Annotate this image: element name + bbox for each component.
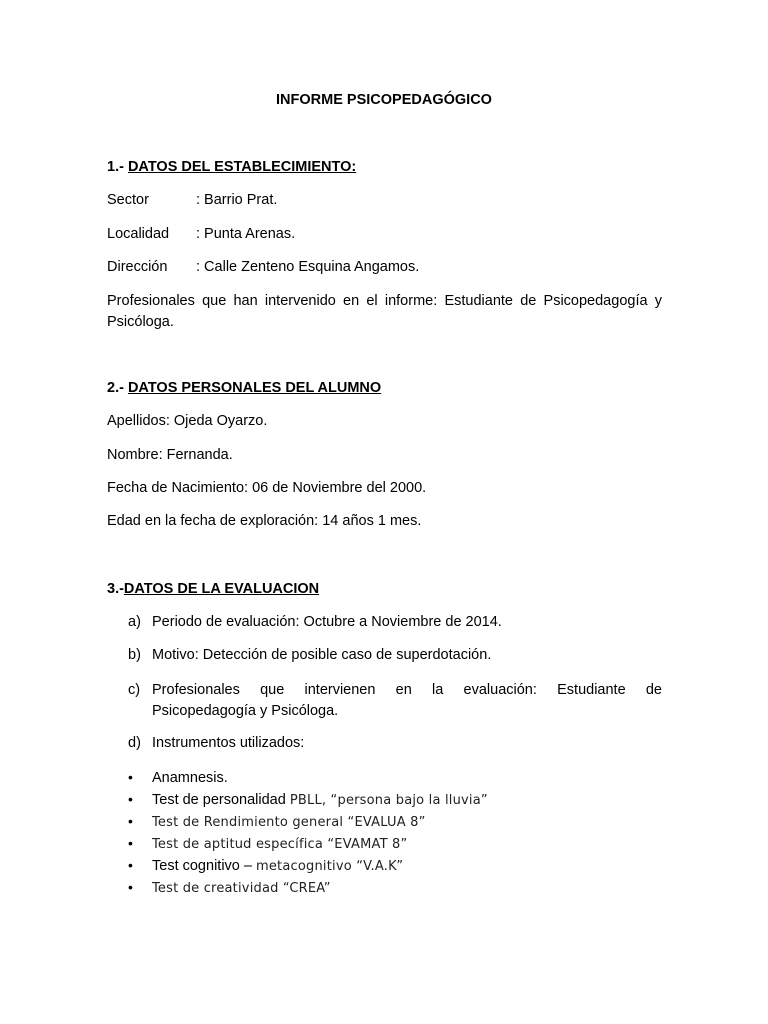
professionals-line-1: Profesionales que han intervenido en el informe: Estudiante de Psicopedagogía y [107,293,662,309]
section-2-number: 2.- [107,380,128,396]
instrument-text-secondary: metacognitivo “V.A.K” [255,859,404,874]
list-item [128,734,304,752]
instrument-item [128,790,488,810]
professionals-paragraph [107,291,662,333]
instrument-text-secondary: Test de creatividad “CREA” [152,881,331,896]
field-sector [107,191,277,209]
field-nombre: Nombre: Fernanda. [107,447,233,463]
instrument-item [128,768,228,788]
bullet-icon: • [128,857,133,873]
field-localidad [107,225,295,243]
bullet-icon: • [128,813,133,829]
field-localidad-value: : Punta Arenas. [196,226,296,242]
instrument-item [128,878,331,898]
list-item-text-line-1: Profesionales que intervienen en la evaluación: Estudiante de [152,682,662,698]
instrument-item [128,812,426,832]
section-2-heading [107,379,381,397]
professionals-line-2: Psicóloga. [107,314,174,330]
field-direccion-value: : Calle Zenteno Esquina Angamos. [196,259,420,275]
list-marker: c) [128,682,141,698]
field-localidad-label: Localidad [107,226,170,242]
list-item-text: Periodo de evaluación: Octubre a Noviembre de 2014. [152,614,502,630]
section-2-title: DATOS PERSONALES DEL ALUMNO [127,380,382,396]
instrument-text: Anamnesis. [152,770,228,786]
instrument-item [128,834,407,854]
list-item-text: Motivo: Detección de posible caso de superdotación. [152,647,492,663]
bullet-icon: • [128,879,133,895]
list-item-text-line-2: Psicopedagogía y Psicóloga. [152,703,339,719]
instrument-text-secondary: PBLL, “persona bajo la lluvia” [289,793,488,808]
list-marker: a) [128,614,141,630]
bullet-icon: • [128,769,133,785]
list-item [128,613,502,631]
section-3-title: DATOS DE LA EVALUACION [123,581,320,597]
instrument-text-secondary: Test de Rendimiento general “EVALUA 8” [152,815,426,830]
bullet-icon: • [128,835,133,851]
list-item-text: Instrumentos utilizados: [152,735,305,751]
section-3-heading [107,580,319,598]
bullet-icon: • [128,791,133,807]
instrument-text-secondary: Test de aptitud específica “EVAMAT 8” [152,837,408,852]
field-sector-value: : Barrio Prat. [196,192,278,208]
document-title: INFORME PSICOPEDAGÓGICO [276,92,492,108]
instrument-text: Test cognitivo – [152,858,256,874]
list-marker: b) [128,647,141,663]
field-direccion-label: Dirección [107,259,168,275]
field-direccion [107,258,419,276]
field-apellidos: Apellidos: Ojeda Oyarzo. [107,413,268,429]
section-1-title: DATOS DEL ESTABLECIMIENTO: [127,159,357,175]
section-1-heading [107,158,356,176]
list-item [128,646,491,664]
instrument-item [128,856,403,876]
field-fecha-nacimiento: Fecha de Nacimiento: 06 de Noviembre del 2000. [107,480,427,496]
list-item [128,680,662,722]
list-marker: d) [128,735,141,751]
instrument-text: Test de personalidad [152,792,290,808]
field-edad: Edad en la fecha de exploración: 14 años 1 mes. [107,513,422,529]
section-1-number: 1.- [107,159,128,175]
section-3-number: 3.- [107,581,124,597]
field-sector-label: Sector [107,192,149,208]
